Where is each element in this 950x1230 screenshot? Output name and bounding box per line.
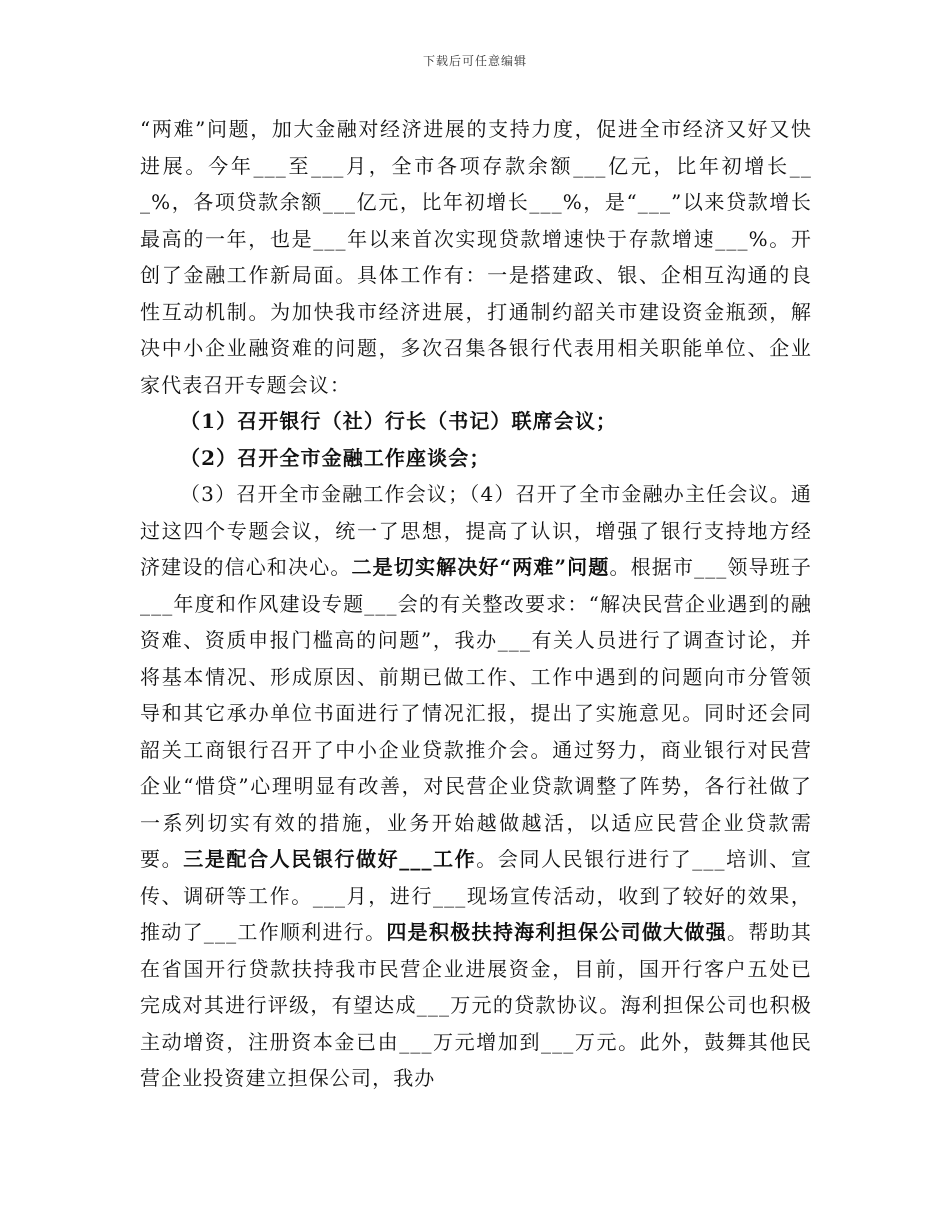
heading-point-2: 二是切实解决好“两难”问题 bbox=[351, 555, 610, 579]
paragraph-intro: “两难”问题，加大金融对经济进展的支持力度，促进全市经济又好又快进展。今年___至___月，全市各项存款余额___亿元，比年初增长___%，各项贷款余额___亿元，比年初增长___%，是“___”以来贷款增长最高的一年，也是___年以来首次实现贷款增速快于存款增速___%。开创了金融工作新局面。具体工作有：一是搭建政、银、企相互沟通的良性互动机制。为加快我市经济进展，打通制约韶关市建设资金瓶颈，解决中小企业融资难的问题，多次召集各银行代表用相关职能单位、企业家代表召开专题会议： bbox=[140, 117, 812, 397]
list-item-3-4: （3）召开全市金融工作会议；（4）召开了全市金融办主任会议。通过这四个专题会议，统一了思想，提高了认识，增强了银行支持地方经济建设的信心和决心。 bbox=[140, 482, 812, 579]
list-item-1: （1）召开银行（社）行长（书记）联席会议； bbox=[180, 409, 618, 433]
heading-point-4: 四是积极扶持海利担保公司做大做强 bbox=[386, 920, 728, 944]
page-header: 下载后可任意编辑 bbox=[422, 54, 527, 68]
paragraph-main bbox=[140, 476, 812, 1097]
heading-point-3: 三是配合人民银行做好___工作 bbox=[183, 847, 477, 871]
list-item-2: （2）召开全市金融工作座谈会； bbox=[180, 445, 491, 470]
point-2-body: 。根据市___领导班子___年度和作风建设专题___会的有关整改要求：“解决民营企业遇到的融资难、资质申报门槛高的问题”，我办___有关人员进行了调查讨论，并将基本情况、形成原因、前期已做工作、工作中遇到的问题向市分管领导和其它承办单位书面进行了情况汇报，提出了实施意见。同时还会同韶关工商银行召开了中小企业贷款推介会。通过努力，商业银行对民营企业“惜贷”心理明显有改善，对民营企业贷款调整了阵势，各行社做了一系列切实有效的措施，业务开始越做越活，以适应民营企业贷款需要。 bbox=[140, 555, 813, 871]
point-4-body: 。帮助其在省国开行贷款扶持我市民营企业进展资金，目前，国开行客户五处已完成对其进行评级，有望达成___万元的贷款协议。海利担保公司也积极主动增资，注册资本金已由___万元增加到___万元。此外，鼓舞其他民营企业投资建立担保公司，我办 bbox=[140, 920, 812, 1090]
point-3-body: 。会同人民银行进行了___培训、宣传、调研等工作。___月，进行___现场宣传活动，收到了较好的效果，推动了___工作顺利进行。 bbox=[140, 847, 813, 944]
document-body bbox=[140, 111, 812, 1097]
